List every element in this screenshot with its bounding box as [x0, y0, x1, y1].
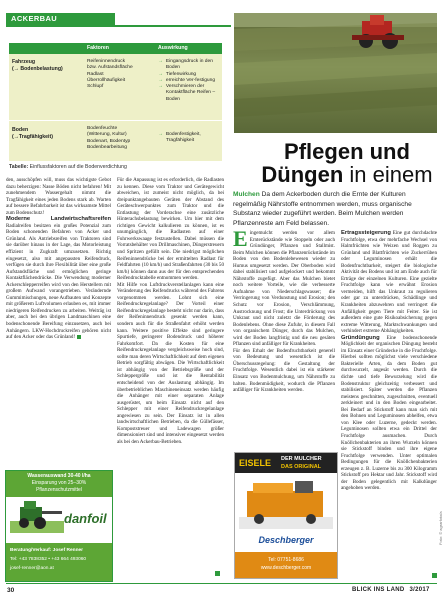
- row-label-sub: (→Tragfähigkeit): [12, 133, 53, 140]
- column-1: [6, 177, 111, 467]
- section-tag-label: ACKERBAU: [11, 14, 58, 23]
- effect-item: Eingangsdruck in den Boden: [165, 59, 213, 71]
- photo-credit: Foto: © agrarfoto/a: [438, 511, 443, 545]
- issue-number: 3/2017: [409, 587, 430, 593]
- row-label-sub: (→ Bodenbelastung): [12, 65, 63, 72]
- row-label-title: Fahrzeug: [12, 59, 36, 65]
- col2-paragraph: Mit Hilfe von Luftdruckverstellanlagen kann eine Veränderung des Reifendrucks während des Fahrens vorgenommen werden. Lohnt sich eine Reifendruckregelanlage? Der Vorteil einer Reifendruckregelanlage besteht nicht nur darin, dass der Reifeninnendruck gesenkt werden kann, sondern auch für die Straßenfahrt erhöht werden kann. Weitere positive Effekte sind geringere Spurtiefe, geringerer Bodendruck und höherer Fahrkomfort. Da die Kosten für eine Reifendruckregelanlage vergleichsweise hoch sind, sollte man deren Wirtschaftlichkeit auf dem eigenen Betrieb sorgfältig abwägen. Die Wirtschaftlichkeit ist abhängig von der Betriebsgröße und der Schleppergröße und ist die Rentabilität entscheidend von der Auslastung abhängig. Im überbetrieblichen Maschineneinsatz werden häufig die Anhänger mit einer separaten Anlage ausgerüstet, um beim Einsatz nicht auf den Schlepper mit einer Reifendruckregelanlage angewiesen zu sein. Der Einsatz ist in allen landwirtschaftlichen Betrieben, da die Güllefässer, Kompoststreuer und Ladewagen größer dimensioniert sind und intensiver eingesetzt werden als bei den Ackerbau-Betrieben.: [117, 281, 224, 445]
- ad1-brand: danfoil: [64, 511, 107, 526]
- ad2-footer: [235, 552, 337, 578]
- end-square-icon: [432, 573, 437, 578]
- ad1-line1: Beratung/Verkauf: Josef Renner: [10, 548, 84, 553]
- table-header-factors: Faktoren: [87, 45, 109, 51]
- table-header: [9, 43, 222, 54]
- arrow-icon: →: [158, 84, 163, 90]
- ad2-title1: DER MULCHER: [281, 456, 322, 462]
- ad1-tag2: Einsparung von 25–30%: [31, 480, 87, 486]
- footer-rule: [6, 583, 437, 584]
- col1-heading: Moderne Landwirtschaftsreifen: [6, 216, 111, 223]
- column-2: [117, 177, 224, 579]
- row-label: [12, 59, 63, 72]
- headline: [252, 140, 442, 186]
- headline-bold: Düngen: [261, 162, 344, 187]
- ad1-line2: Tel: +43 7838352 • +43 664 493060: [10, 557, 87, 562]
- table-caption: [9, 164, 127, 170]
- ad1-tag: Wasserauswand 30-40 l/ha: [27, 473, 91, 479]
- lead-highlight: Mulchen: [233, 191, 260, 198]
- table-header-effects: Auswirkung: [158, 45, 188, 51]
- ad2-brand2: Deschberger: [258, 535, 314, 545]
- field-photo: [234, 13, 437, 133]
- col1-paragraph: den, ausschöpfen will, muss das wichtigste Gebot dazu beherzigen: Nasse Böden nicht befahren! Mit zunehmendem Wassergehalt nimmt die Tragfähigkeit eines jeden Bodens stark ab. Warten auf bessere Befahrbarkeit ist das wirksamste Mittel zum Bodenschutz!: [6, 177, 111, 216]
- factor-item: Reifeninnendruck: [87, 59, 126, 64]
- ad2-web: www.deschberger.com: [260, 565, 312, 571]
- row-label: [12, 127, 53, 140]
- field-illustration: [234, 13, 437, 133]
- sprayer-tractor-icon: [10, 499, 64, 533]
- table-caption-text: Einflussfaktoren auf die Bodenverdichtung: [29, 164, 127, 170]
- table-caption-label: Tabelle:: [9, 164, 29, 170]
- effect-item: Bodenfestigkeit,: [165, 132, 201, 137]
- factors-table: [9, 43, 222, 161]
- end-square-icon: [77, 335, 81, 339]
- ad2-title2: DAS ORIGINAL: [281, 464, 322, 470]
- table-row: [9, 54, 222, 121]
- effect-item: Verschmieren der Kontaktfläche Reifen – Boden: [165, 84, 216, 102]
- factor-item: Bodenbearbeitung: [87, 144, 127, 150]
- footer-magazine: [352, 587, 430, 593]
- dropcap: E: [233, 230, 248, 251]
- ad2-header: [235, 453, 337, 473]
- arrow-icon: →: [158, 77, 163, 83]
- ad2-phone: Tel: 07751-8686: [268, 557, 304, 563]
- arrow-icon: →: [158, 71, 163, 77]
- section-tag: [6, 13, 115, 25]
- ad1-banner: [6, 471, 112, 497]
- column-3: [233, 230, 335, 450]
- mulcher-machine-icon: [239, 477, 333, 529]
- factor-item: Schlupf: [87, 84, 104, 90]
- lead-paragraph: [233, 190, 437, 228]
- ad2-brand: EISELE: [239, 458, 272, 468]
- factor-item: Überrollhäufigkeit: [87, 77, 126, 83]
- effect-item: erreichte Ver-festigung: [165, 77, 216, 83]
- page-number: 30: [7, 587, 15, 594]
- factor-item: Bodenfeuchte: [87, 126, 118, 131]
- col4-heading: Gründüngung: [341, 334, 380, 341]
- lead-text: Da dem Ackerboden durch die Ernte der Kulturen regelmäßig Nährstoffe entnommen werden, muss organische Substanz wieder zugeführt werden. Beim Mulchen werden Pflanzenreste am Feld belassen.: [233, 191, 412, 227]
- column-4: [341, 230, 437, 580]
- ad1-tag3: Pflanzenschutzmittel: [36, 487, 82, 493]
- effect-item: Tragfähigkeit: [166, 138, 195, 144]
- danfoil-ad: [5, 470, 113, 582]
- end-square-icon: [215, 571, 220, 576]
- col3-paragraph: ingemulcht werden vor allem Ernterückstände wie Stoppeln oder auch Gründünger, Pflanzen und Stallmist. Beim Mulchen können die Pflanzenrückstände im Boden von den Bodenlebewesen wieder zu Humus umgesetzt werden. Der Oberboden wird dabei stabilisiert und aufgelockert und bekommt Nährstoffe zugefügt. Aber das Mulchen bietet noch weitere Vorteile, wie die verbesserte Aufnahme von Niederschlagswasser; die Verringerung von Verdunstung und Erosion; den Schutz vor Erosion, Verschlämmung, Austrocknung und Frost; die Unterdrückung von Unkraut und nicht zuletzt die Förderung des Bodenlebens. Ohne diese Zufuhr, in diesem Fall von organischem Dünger, durch das Mulchen, wird der Boden langfristig und die neu gesäten Pflanzen sind anfälliger für Krankheiten.: [233, 230, 335, 348]
- magazine-name: BLICK INS LAND: [352, 587, 405, 593]
- headline-line1: Pflegen und: [284, 139, 410, 164]
- factor-item: (Witterung, Kultur): [87, 132, 127, 138]
- row-label-title: Boden: [12, 127, 29, 133]
- arrow-icon: →: [158, 132, 163, 137]
- factor-item: bzw. Aufstandsfläche: [87, 65, 133, 71]
- col1-paragraph: Radialreifen besitzen ein großes Potenzial zum Boden schonenden Befahren von Acker und Grünland. Als Antriebsreifen von Traktoren sind sie darüber hinaus in der Lage, das Motorleistung effizient in Zugkraft umzusetzen. Richtig eingesetzt, also mit angepassten Reifendruck, verfügen sie durch ihre Flexibilität über eine große Aufstandsfläche und ermöglichen geringe Kontaktflächendrücke. Die Verwendung moderner Ackerschlepperreifen wird von den Herstellern mit großem Aufwand vorangetrieben. Verändernde Gummimischungen, neue Aufbauten und Konzepte mit größerem Luftvolumen erlauben es, mit immer niedrigeren Reifendrucken zu arbeiten. Weiträg ist aber, auch bei den übrigen Landmaschinen eine bodenschonende Bereifung einzusetzen, auch bei Anhängern. LKW-Hochdruckreifen gehören nicht auf den Acker oder das Grünland!: [6, 222, 111, 341]
- section-rule: [6, 25, 231, 27]
- headline-rest: in einem: [343, 162, 433, 187]
- factor-item: Bodenart, Bodentyp: [87, 138, 131, 144]
- arrow-icon: →: [158, 59, 163, 64]
- col3-paragraph: Für den Erhalt der Bodenfruchtbarkeit generell von Bedeutung und wesentlich ist die Überschussregelung: die Gestaltung der Fruchtfolge. Wesentlich dabei ist ein stärkerer Einsatz von Bodenmulchung, um Nährstoffe zu halten. Bodenmüdigkeit, wodurch die Pflanzen anfälliger für Krankheiten werden.: [233, 347, 335, 394]
- col4-heading: Ertragssteigerung: [341, 230, 391, 236]
- effect-item: Tiefenwirkung: [165, 71, 197, 77]
- row-factors: [87, 59, 153, 90]
- col4-paragraph: Eine gut durchdachte Fruchtfolge, etwa der mehrfache Wechsel von Halmfrüchten wie Weizen und Roggen zu Grünland und Blattfrüchten wie Zuckerrüben oder Leguminosen erhält die Bodenfruchtbarkeit, steigert die biologische Aktivität des Bodens und ist am Ende auch für Erträge der einzelnen Kulturen. Eine gezielte Fruchtfolge kann wie erwähnt Erosion vermeiden, hilft das Unkraut zu regulieren oder gar zu unterdrücken, Schädlinge und Krankheiten abzuwehren und verringert die Anfälligkeit gegen Tiere mit Feiter. Sie ist außerdem eine gute Risikoabsicherung gegen extreme Witterung, Marktschwankungen und verhindert extreme Abhängigkeiten.: [341, 230, 437, 335]
- table-row: [9, 121, 222, 161]
- row-effects: [158, 59, 220, 103]
- col2-paragraph: Für die Anpassung ist es erforderlich, die Radlasten zu kennen. Diese vom Traktor und Gerätegewicht abweichen, ist zumeist nicht möglich, da bei dreipunktangebauten Geräten der Abstand des Geräteschwerpunktes zum Traktor und die Entlastung der Vorderachse eine zusätzliche Hinterachsbelastung bewirken. Um hier mit dem richtigen Gewicht kalkulieren zu können, ist es unumgänglich, die Radlasten auf einer Fuhrwerkswaage festzustellen. Dabei müssen die Vorratsbehälter von Drillmaschinen, Düngerstreuern und Spritzen gefüllt sein. Die niedrigst möglichen Reifeninnendrücke bei der ermittelten Radlast für Feldfahrten (10 km/h) und Straßenfahrten (30 bis 50 km/h) können dann aus der für den entsprechenden Reifendrucktabelle entnommen werden.: [117, 177, 224, 282]
- mulcher-ad: [234, 452, 338, 579]
- ad1-line3: josef-renner@aon.at: [10, 566, 54, 571]
- row-factors: [87, 126, 153, 151]
- row-effects: [158, 132, 220, 145]
- headline-line2: [252, 163, 442, 186]
- col4-paragraph: Eine bodenschonende Möglichkeit der organischen Düngung besteht im Einsatz einer Gründecke in die Fruchtfolge. Hierbei sollten möglichst viele verschiedene Bakterielle Arten, da dem Boden gut durchwurzelt, angesät werden. Durch die dichte und tiefe Bewurzelung wird die Bodenstruktur gleichzeitig verbessert und stabilisiert. Später werden die Pflanzen meistens geschnitten, zugeschnitten, eventuell zerkleinert und in den Boden eingearbeitet. Bei Bedarf an Stickstoff kann man sich mit den Bohnen und Leguminosen abhelfen, etwa von Klee oder Luzerne, gedeckt werden. Leguminosen sollten etwa ein Drittel der Fruchtfolge ausmachen. Durch Knöllchenbakterien an ihren Wurzeln können sie Stickstoff binden und ihre eigene Fruchtfolge verwenden. Unter optimalen Bedingungen für die Knöllchenbakterien erzeugen z. B. Luzerne bis zu 300 Kilogramm Stickstoff pro Hektar und Jahr. Stickstoff wird der Boden gelegentlich mit Kalkdünger angehoben werden.: [341, 334, 437, 492]
- ad1-contact: [6, 543, 112, 581]
- factor-item: Radlast: [87, 71, 104, 77]
